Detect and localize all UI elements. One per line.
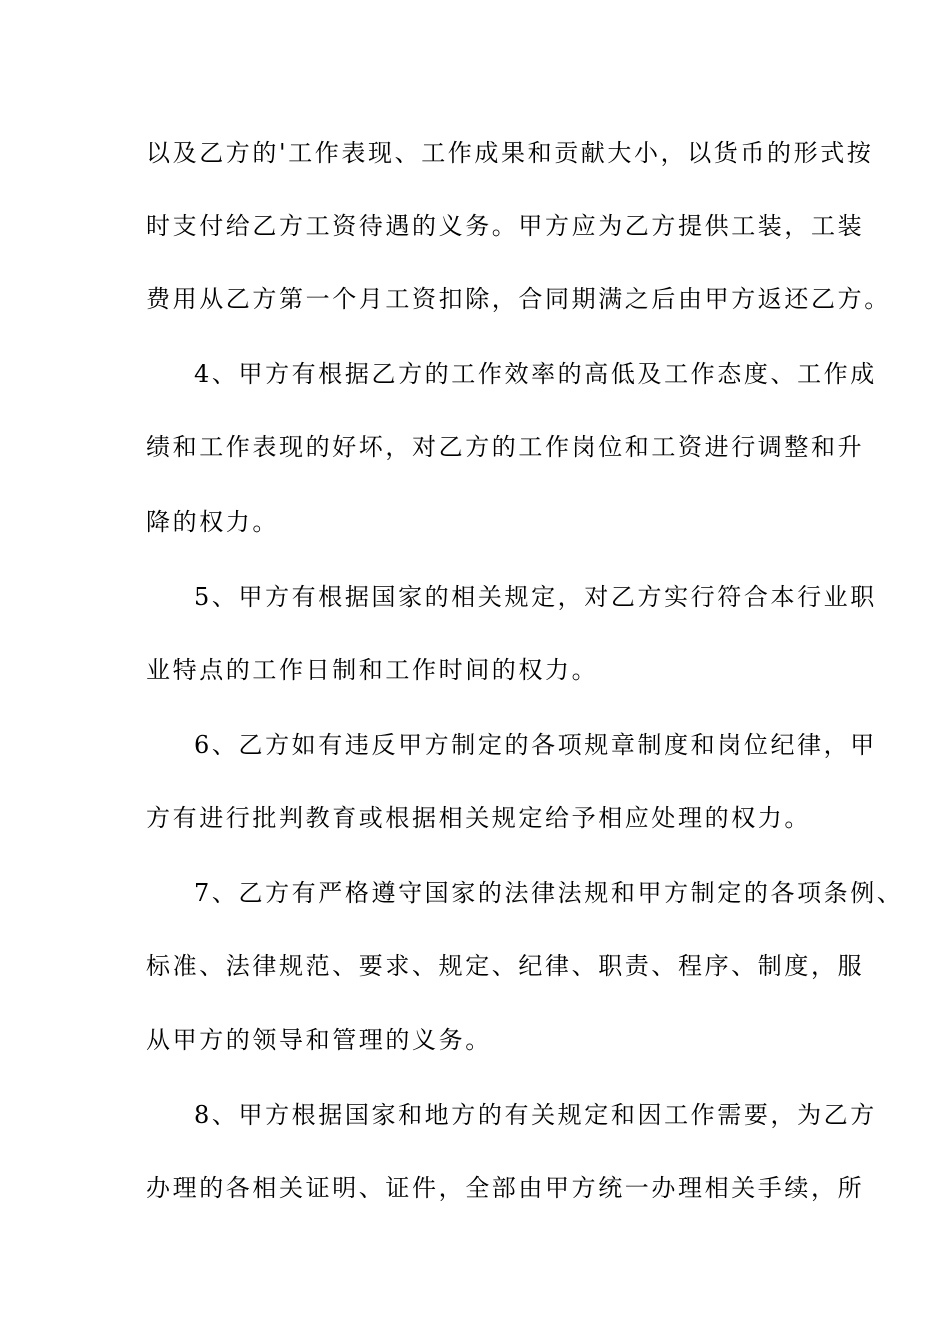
text-line: 降的权力。: [146, 508, 279, 536]
text-line: 办理的各相关证明、证件，全部由甲方统一办理相关手续，所: [146, 1174, 865, 1202]
text-line: 绩和工作表现的好坏，对乙方的工作岗位和工资进行调整和升: [146, 433, 865, 461]
text-line: 业特点的工作日制和工作时间的权力。: [146, 656, 599, 684]
paragraph-4-line: 4、甲方有根据乙方的工作效率的高低及工作态度、工作成: [194, 360, 877, 388]
text-line: 时支付给乙方工资待遇的义务。甲方应为乙方提供工装，工装: [146, 212, 865, 240]
paragraph-6-line: 6、乙方如有违反甲方制定的各项规章制度和岗位纪律，甲: [194, 731, 877, 759]
text-line: 标准、法律规范、要求、规定、纪律、职责、程序、制度，服: [146, 952, 865, 980]
text-line: 以及乙方的'工作表现、工作成果和贡献大小，以货币的形式按: [146, 139, 874, 167]
paragraph-7-line: 7、乙方有严格遵守国家的法律法规和甲方制定的各项条例、: [194, 879, 904, 907]
paragraph-8-line: 8、甲方根据国家和地方的有关规定和因工作需要，为乙方: [194, 1101, 877, 1129]
text-line: 费用从乙方第一个月工资扣除，合同期满之后由甲方返还乙方。: [146, 285, 891, 313]
paragraph-5-line: 5、甲方有根据国家的相关规定，对乙方实行符合本行业职: [194, 583, 877, 611]
text-line: 从甲方的领导和管理的义务。: [146, 1026, 492, 1054]
text-line: 方有进行批判教育或根据相关规定给予相应处理的权力。: [146, 804, 811, 832]
